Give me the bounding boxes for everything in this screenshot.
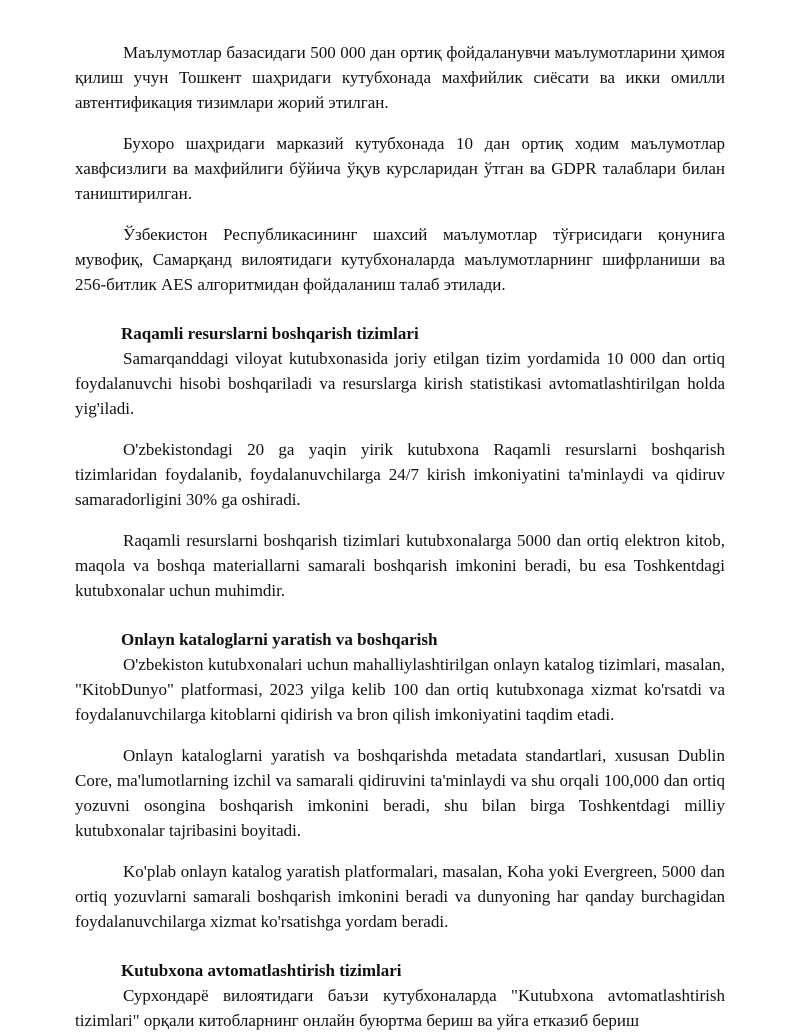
section1-paragraph-1: Samarqanddagi viloyat kutubxonasida joriy etilgan tizim yordamida 10 000 dan ortiq foydalanuvchi hisobi boshqariladi va resurslarga kirish statistikasi avtomatlashtirilgan holda yig'iladi. — [75, 349, 725, 418]
section1-paragraph-3: Raqamli resurslarni boshqarish tizimlari kutubxonalarga 5000 dan ortiq elektron kitob, maqola va boshqa materiallarni samarali boshqarish imkonini beradi, bu esa Toshkentdagi kutubxonalar uchun muhimdir. — [75, 531, 725, 600]
section-heading-library-automation: Kutubxona avtomatlashtirish tizimlari — [121, 961, 402, 980]
section2-paragraph-1: O'zbekiston kutubxonalari uchun mahalliylashtirilgan onlayn katalog tizimlari, masalan, "KitobDunyo" platformasi, 2023 yilga kelib 100 dan ortiq kutubxonaga xizmat ko'rsatdi va foydalanuvchilarga kitoblarni qidirish va bron qilish imkoniyatini taqdim etadi. — [75, 655, 725, 724]
section-gap — [75, 950, 725, 958]
section1-paragraph-2: O'zbekistondagi 20 ga yaqin yirik kutubxona Raqamli resurslarni boshqarish tizimlaridan foydalanib, foydalanuvchilarga 24/7 kirish imkoniyatini ta'minlaydi va qidiruv samaradorligini 30% ga oshiradi. — [75, 440, 725, 509]
intro-paragraph-3: Ўзбекистон Республикасининг шахсий маълумотлар тўғрисидаги қонунига мувофиқ, Самарқанд вилоятидаги кутубхоналарда маълумотларнинг шифрланиши ва 256-битлик AES алгоритмидан фойдаланиш талаб этилади. — [75, 225, 725, 294]
intro-paragraph-1: Маълумотлар базасидаги 500 000 дан ортиқ фойдаланувчи маълумотларини ҳимоя қилиш учун Тошкент шаҳридаги кутубхонада махфийлик сиёсати ва икки омилли автентификация тизимлари жорий этилган. — [75, 43, 725, 112]
section3-paragraph-1: Сурхондарё вилоятидаги баъзи кутубхоналарда "Kutubxona avtomatlashtirish tizimlari" орқали китобларнинг онлайн буюртма бериш ва уйга етказиб бериш — [75, 986, 725, 1030]
section-heading-online-catalogs: Onlayn kataloglarni yaratish va boshqarish — [121, 630, 438, 649]
section-heading-digital-resources: Raqamli resurslarni boshqarish tizimlari — [121, 324, 419, 343]
section2-paragraph-3: Ko'plab onlayn katalog yaratish platformalari, masalan, Koha yoki Evergreen, 5000 dan ortiq yozuvlarni samarali boshqarish imkonini beradi va dunyoning har qanday burchagidan foydalanuvchilarga xizmat ko'rsatishga yordam beradi. — [75, 862, 725, 931]
section-gap — [75, 619, 725, 627]
intro-paragraph-2: Бухоро шаҳридаги марказий кутубхонада 10 дан ортиқ ходим маълумотлар хавфсизлиги ва махфийлиги бўйича ўқув курсларидан ўтган ва GDPR талаблари билан таништирилган. — [75, 134, 725, 203]
section2-paragraph-2: Onlayn kataloglarni yaratish va boshqarishda metadata standartlari, xususan Dublin Core, ma'lumotlarning izchil va samarali qidiruvini ta'minlaydi va shu orqali 100,000 dan ortiq yozuvni osongina boshqarish imkonini beradi, shu bilan birga Toshkentdagi milliy kutubxonalar tajribasini boyitadi. — [75, 746, 725, 840]
document-page — [75, 40, 725, 1033]
section-gap — [75, 313, 725, 321]
